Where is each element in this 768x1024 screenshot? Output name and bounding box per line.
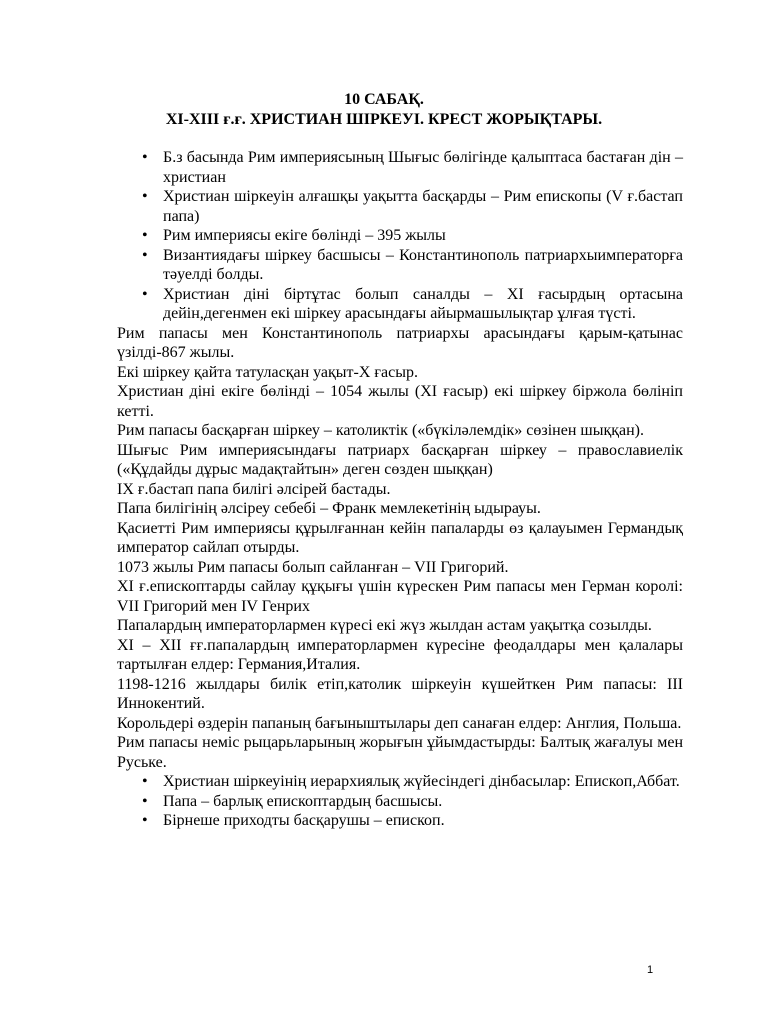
paragraph: Папа билігінің әлсіреу себебі – Франк мемлекетінің ыдырауы. (117, 500, 541, 517)
lesson-title-heading: XI-XIII ғ.ғ. ХРИСТИАН ШІРКЕУІ. КРЕСТ ЖОРЫҚТАРЫ. (165, 111, 603, 128)
paragraph: IX ғ.бастап папа билігі әлсірей бастады. (117, 480, 391, 498)
lesson-number-heading: 10 САБАҚ. (344, 91, 424, 108)
list-item: • Христиан діні біртұтас болып саналды – XI ғасырдың ортасына дейін,дегенмен екі шіркеу арасындағы айырмашылықтар ұлғая түсті. (163, 285, 683, 324)
list-item: • Папа – барлық епископтардың басшысы. (163, 792, 683, 812)
page-number: 1 (646, 964, 654, 976)
paragraph: Шығыс Рим империясындағы патриарх басқарған шіркеу – православиелік («Құдайды дұрыс мадақтайтын» деген сөзден шыққан) (117, 441, 683, 478)
paragraph: Рим папасы неміс рыцарьларының жорығын ұйымдастырды: Балтық жағалуы мен Руське. (117, 734, 683, 771)
paragraph: Христиан діні екіге бөлінді – 1054 жылы (XI ғасыр) екі шіркеу біржола бөлініп кетті. (117, 383, 683, 420)
paragraph: 1073 жылы Рим папасы болып сайланған – VII Григорий. (117, 558, 509, 576)
paragraph: Корольдері өздерін папаның бағыныштылары деп санаған елдер: Англия, Польша. (117, 714, 682, 732)
list-item: • Рим империясы екіге бөлінді – 395 жылы (163, 226, 683, 246)
paragraph: XI – XII ғғ.папалардың императорлармен күресіне феодалдары мен қалалары тартылған елдер: Германия,Италия. (117, 636, 683, 673)
paragraph: 1198-1216 жылдары билік етіп,католик шіркеуін күшейткен Рим папасы: III Иннокентий. (117, 675, 683, 712)
list-item: • Византиядағы шіркеу басшысы – Константинополь патриархыимператорға тәуелді болды. (163, 246, 683, 285)
paragraph: XI ғ.епископтарды сайлау құқығы үшін күрескен Рим папасы мен Герман королі: VII Григорий мен IV Генрих (117, 578, 683, 615)
bullet-list-2 (117, 772, 683, 831)
list-item: • Христиан шіркеуін алғашқы уақытта басқарды – Рим епископы (V ғ.бастап папа) (163, 187, 683, 226)
paragraph: Рим папасы мен Константинополь патриархы арасындағы қарым-қатынас үзілді-867 жылы. (117, 324, 683, 361)
paragraph: Папалардың императорлармен күресі екі жүз жылдан астам уақытқа созылды. (117, 617, 652, 634)
document-body (117, 148, 683, 831)
bullet-list-1 (117, 148, 683, 324)
paragraph: Қасиетті Рим империясы құрылғаннан кейін папаларды өз қалауымен Германдық император сайлап отырды. (117, 519, 683, 556)
paragraph: Екі шіркеу қайта татуласқан уақыт-X ғасыр. (117, 363, 418, 381)
list-item: • Б.з басында Рим империясының Шығыс бөлігінде қалыптаса бастаған дін – христиан (163, 148, 683, 187)
list-item: • Бірнеше приходты басқарушы – епископ. (163, 811, 683, 831)
list-item: • Христиан шіркеуінің иерархиялық жүйесіндегі дінбасылар: Епископ,Аббат. (163, 772, 683, 792)
paragraph: Рим папасы басқарған шіркеу – католиктік («бүкіләлемдік» сөзінен шыққан). (117, 422, 644, 439)
